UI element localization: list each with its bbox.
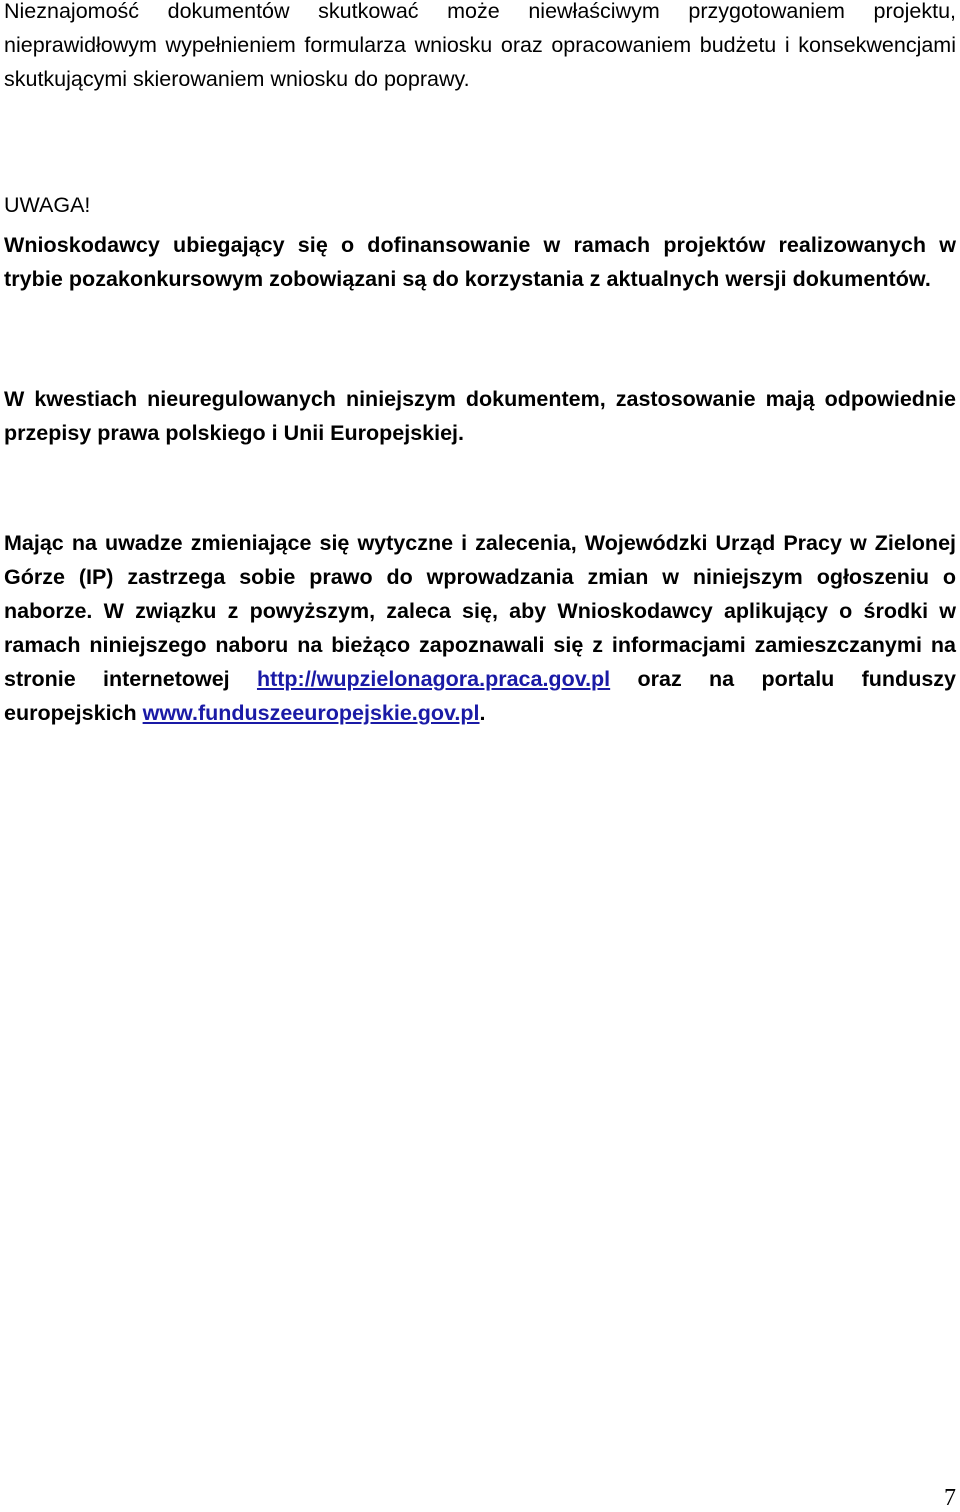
warning-heading: UWAGA! xyxy=(4,193,91,217)
intro-paragraph: Nieznajomość dokumentów skutkować może niewłaściwym przygotowaniem projektu, nieprawidłowym wypełnieniem formularza wniosku oraz opracowaniem budżetu i konsekwencjami skutkującymi skierowaniem wniosku do poprawy. xyxy=(4,0,956,91)
current-documents-paragraph: Wnioskodawcy ubiegający się o dofinansowanie w ramach projektów realizowanych w trybie pozakonkursowym zobowiązani są do korzystania z aktualnych wersji dokumentów. xyxy=(4,233,956,291)
changes-notice-text: Mając na uwadze zmieniające się wytyczne i zalecenia, Wojewódzki Urząd Pracy w Zielonej Górze (IP) zastrzega sobie prawo do wprowadzania zmian w niniejszym ogłoszeniu o naborze. W związku z powyższym, zaleca się, aby Wnioskodawcy aplikujący o środki w ramach niniejszego naboru na bieżąco zapoznawali się z informacjami zamieszczanymi na stronie internetowej xyxy=(4,531,956,691)
page-number: 7 xyxy=(944,1485,956,1511)
applicable-law-paragraph: W kwestiach nieuregulowanych niniejszym dokumentem, zastosowanie mają odpowiednie przepisy prawa polskiego i Unii Europejskiej. xyxy=(4,387,956,445)
changes-notice-text-middle: oraz na portalu funduszy europejskich xyxy=(4,667,956,725)
changes-notice-text-end: . xyxy=(479,701,486,725)
eu-funds-portal-link[interactable]: www.funduszeeuropejskie.gov.pl xyxy=(142,701,480,725)
wup-website-link[interactable]: http://wupzielonagora.praca.gov.pl xyxy=(256,667,611,691)
changes-notice-paragraph xyxy=(4,526,956,730)
